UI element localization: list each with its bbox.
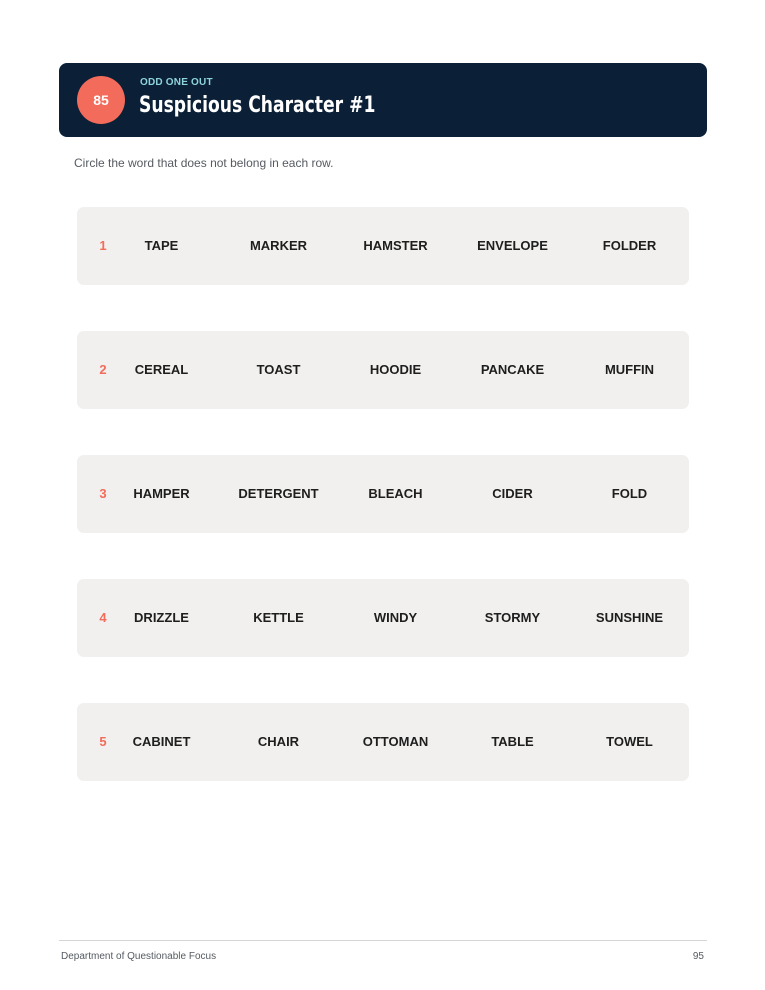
word-option[interactable]: PANCAKE	[480, 362, 545, 377]
word-option[interactable]: KETTLE	[253, 610, 304, 625]
row-number: 5	[99, 734, 107, 749]
word-option[interactable]: STORMY	[484, 610, 541, 625]
word-option[interactable]: DRIZZLE	[134, 610, 189, 625]
word-option[interactable]: HAMSTER	[363, 238, 428, 253]
word-option[interactable]: DETERGENT	[238, 486, 319, 501]
word-option[interactable]: FOLD	[611, 486, 648, 501]
row-number: 3	[99, 486, 107, 501]
puzzle-rows	[77, 207, 689, 827]
word-option[interactable]: CIDER	[492, 486, 533, 501]
puzzle-row	[77, 455, 689, 533]
footer-page-number: 95	[692, 951, 704, 962]
word-option[interactable]: HOODIE	[369, 362, 422, 377]
puzzle-row	[77, 207, 689, 285]
word-option[interactable]: OTTOMAN	[362, 734, 429, 749]
word-option[interactable]: CHAIR	[257, 734, 300, 749]
puzzle-row	[77, 331, 689, 409]
page-number-badge: 85	[77, 76, 125, 124]
page-header	[59, 63, 707, 137]
puzzle-row	[77, 703, 689, 781]
row-number: 2	[99, 362, 107, 377]
word-option[interactable]: TABLE	[491, 734, 534, 749]
footer-divider	[59, 940, 707, 941]
word-option[interactable]: TOWEL	[606, 734, 653, 749]
page-title: Suspicious Character #1	[139, 93, 376, 118]
word-option[interactable]: MUFFIN	[604, 362, 655, 377]
row-number: 4	[99, 610, 107, 625]
word-option[interactable]: CEREAL	[134, 362, 189, 377]
word-option[interactable]: SUNSHINE	[595, 610, 664, 625]
word-option[interactable]: TAPE	[144, 238, 179, 253]
puzzle-row	[77, 579, 689, 657]
instructions-text: Circle the word that does not belong in each row.	[74, 156, 334, 170]
word-option[interactable]: CABINET	[132, 734, 191, 749]
word-option[interactable]: MARKER	[249, 238, 308, 253]
word-option[interactable]: ENVELOPE	[477, 238, 548, 253]
word-option[interactable]: BLEACH	[368, 486, 423, 501]
word-option[interactable]: FOLDER	[602, 238, 657, 253]
word-option[interactable]: WINDY	[373, 610, 418, 625]
word-option[interactable]: TOAST	[256, 362, 301, 377]
section-kicker: ODD ONE OUT	[140, 77, 213, 88]
row-number: 1	[99, 238, 107, 253]
word-option[interactable]: HAMPER	[133, 486, 190, 501]
footer-department: Department of Questionable Focus	[61, 951, 217, 962]
